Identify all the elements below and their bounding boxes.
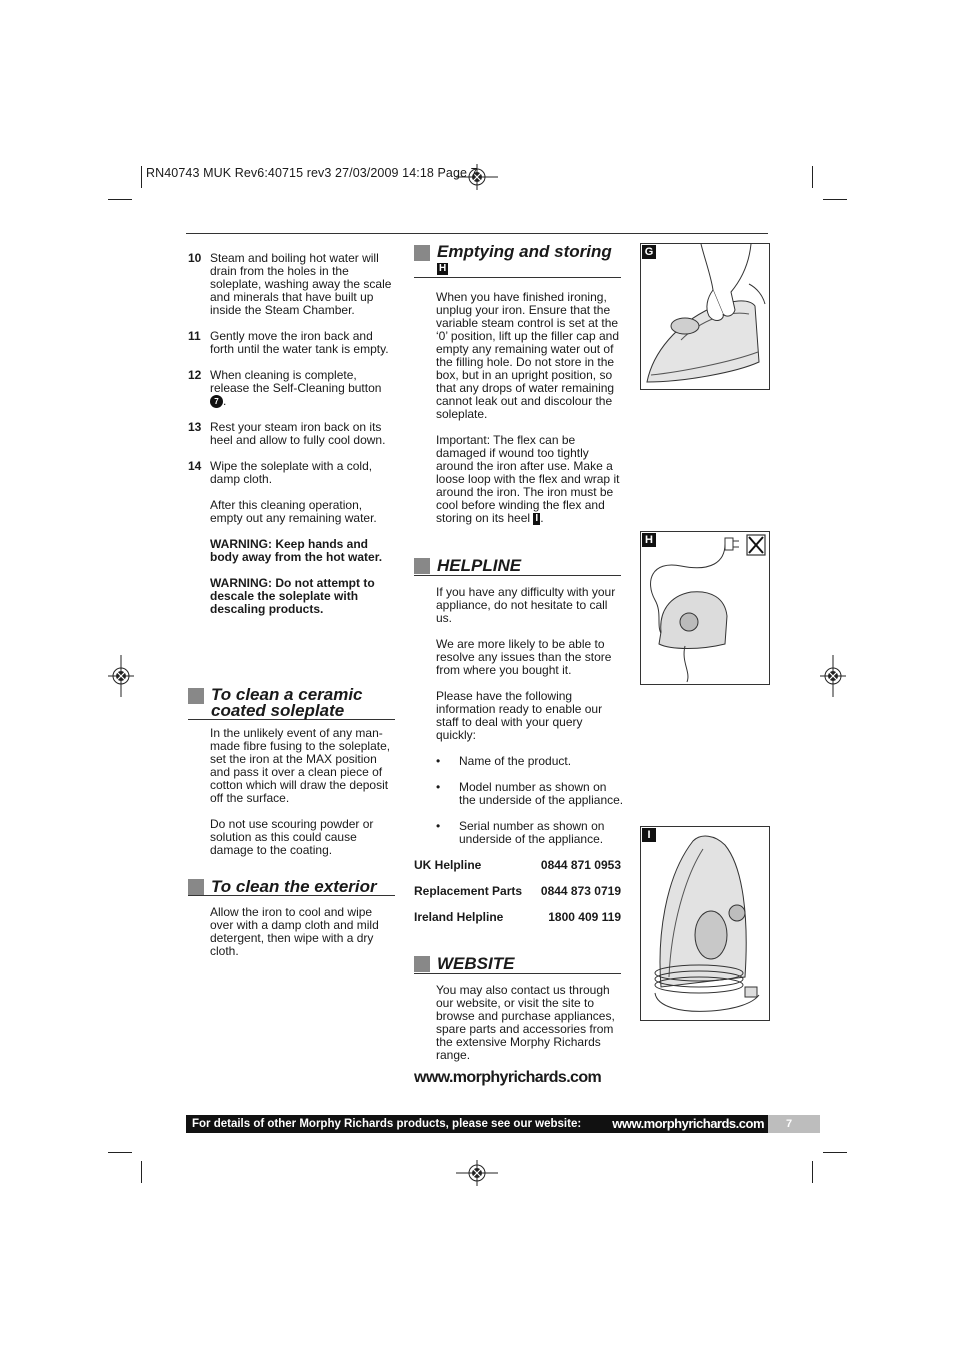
list-item: • Name of the product.	[436, 754, 572, 768]
iron-stored-icon	[641, 827, 769, 1020]
registration-mark-icon	[818, 655, 848, 697]
crop-mark	[108, 199, 132, 200]
section-heading-ceramic: To clean a ceramic coated soleplate	[188, 687, 395, 720]
helpline-row: UK Helpline 0844 871 0953	[414, 858, 621, 872]
section-heading-emptying: Emptying and storing H	[414, 244, 621, 278]
warning-descale: WARNING: Do not attempt to descale the soleplate with descaling products.	[210, 576, 375, 617]
heading-square-icon	[414, 558, 430, 574]
list-item: • Model number as shown on the underside of the appliance.	[436, 780, 624, 807]
helpline-section: If you have any difficulty with your appliance, do not hesitate to call us. We are more likely to be able to resolve any issues than the store from where you bought it. Please have the following information ready to enable our staff to deal with your query quickly: • Name of the product. • Model number as shown on the underside of the appliance. • Serial number as shown on underside of the appliance. UK Helpline 0844 871 0953 Replacement Parts 0844 873 0719 Ireland Helpline 1800 409 119	[414, 585, 624, 924]
heading-square-icon	[414, 956, 430, 972]
figure-h: H	[640, 531, 770, 685]
list-item: • Serial number as shown on underside of the appliance.	[436, 819, 605, 846]
iron-filling-icon	[641, 244, 769, 389]
crop-mark	[108, 1152, 132, 1153]
after-cleaning-text: After this cleaning operation, empty out any remaining water.	[210, 498, 377, 526]
figure-i: I	[640, 826, 770, 1021]
section-heading-exterior: To clean the exterior	[188, 879, 395, 896]
page-number: 7	[768, 1115, 820, 1133]
heading-square-icon	[188, 879, 204, 895]
step-13: 13 Rest your steam iron back on its heel and allow to fully cool down.	[188, 420, 386, 448]
registration-mark-icon	[106, 655, 136, 697]
iron-unplugged-icon	[641, 532, 769, 684]
warning-hot-water: WARNING: Keep hands and body away from the hot water.	[210, 537, 383, 565]
heading-square-icon	[188, 688, 204, 704]
figure-i-ref-icon: I	[535, 512, 539, 524]
heading-square-icon	[414, 245, 430, 261]
website-section: You may also contact us through our website, or visit the site to browse and purchase appliances, spare parts and accessories from the extensive Morphy Richards range.	[436, 983, 615, 1062]
step-11: 11 Gently move the iron back and forth until the water tank is empty.	[188, 329, 389, 356]
emptying-section: When you have finished ironing, unplug your iron. Ensure that the variable steam control is set at the ‘0’ position, lift up the filler cap and empty any remaining water out of the filling hole. Do not store in the box, but in an upright position, so that any drops of water remaining cannot leak out and discolour the soleplate. Important: The flex can be damaged if wound too tightly around the iron after use. Make a loose loop with the flex and wrap it around the iron. The iron must be cool before winding the flex and storing on its heel I .	[436, 290, 620, 525]
registration-mark-icon	[456, 1158, 498, 1188]
figure-h-ref-icon: H	[439, 262, 447, 274]
figure-g: G	[640, 243, 770, 390]
footer-text: For details of other Morphy Richards products, please see our website:	[192, 1118, 582, 1130]
ceramic-section: In the unlikely event of any man-made fibre fusing to the soleplate, set the iron at the MAX position and pass it over a clean piece of cotton which will draw the deposit off the surface. Do not use scouring powder or solution as this could cause damage to the coating.	[210, 726, 391, 857]
crop-mark	[141, 166, 142, 188]
footer-bar	[186, 1115, 768, 1133]
crop-mark	[812, 1161, 813, 1183]
crop-mark	[141, 1161, 142, 1183]
left-column	[188, 252, 396, 629]
step-text: When cleaning is complete, release the Self-Cleaning button	[210, 368, 382, 395]
storage-text: Important: The flex can be damaged if wound too tightly around the iron after use. Make a loose loop with the flex and wrap it around the iron. The iron must be cool before winding the flex and storing on its heel	[436, 433, 620, 525]
print-slug: RN40743 MUK Rev6:40715 rev3 27/03/2009 14:18 Page 7	[146, 166, 478, 180]
section-heading-helpline: HELPLINE	[414, 558, 621, 576]
header-rule	[186, 233, 768, 234]
helpline-table	[414, 859, 621, 924]
step-14: 14 Wipe the soleplate with a cold, damp cloth.	[188, 459, 373, 487]
step-10: 10 Steam and boiling hot water will drain from the holes in the soleplate, washing away the scale and minerals that have built up inside the Steam Chamber.	[188, 251, 392, 317]
website-link[interactable]: www.morphyrichards.com	[414, 1069, 602, 1086]
crop-mark	[823, 1152, 847, 1153]
helpline-row: Replacement Parts 0844 873 0719	[414, 884, 621, 898]
button-7-icon: 7	[210, 395, 223, 408]
footer-website-link[interactable]: www.morphyrichards.com	[612, 1116, 764, 1131]
crop-mark	[812, 166, 813, 188]
exterior-section: Allow the iron to cool and wipe over with a damp cloth and mild detergent, then wipe with a dry cloth.	[210, 905, 379, 958]
helpline-row: Ireland Helpline 1800 409 119	[414, 910, 621, 924]
step-12: 12 When cleaning is complete, release the Self-Cleaning button 7 .	[188, 368, 382, 408]
section-heading-website: WEBSITE	[414, 956, 621, 974]
crop-mark	[823, 199, 847, 200]
